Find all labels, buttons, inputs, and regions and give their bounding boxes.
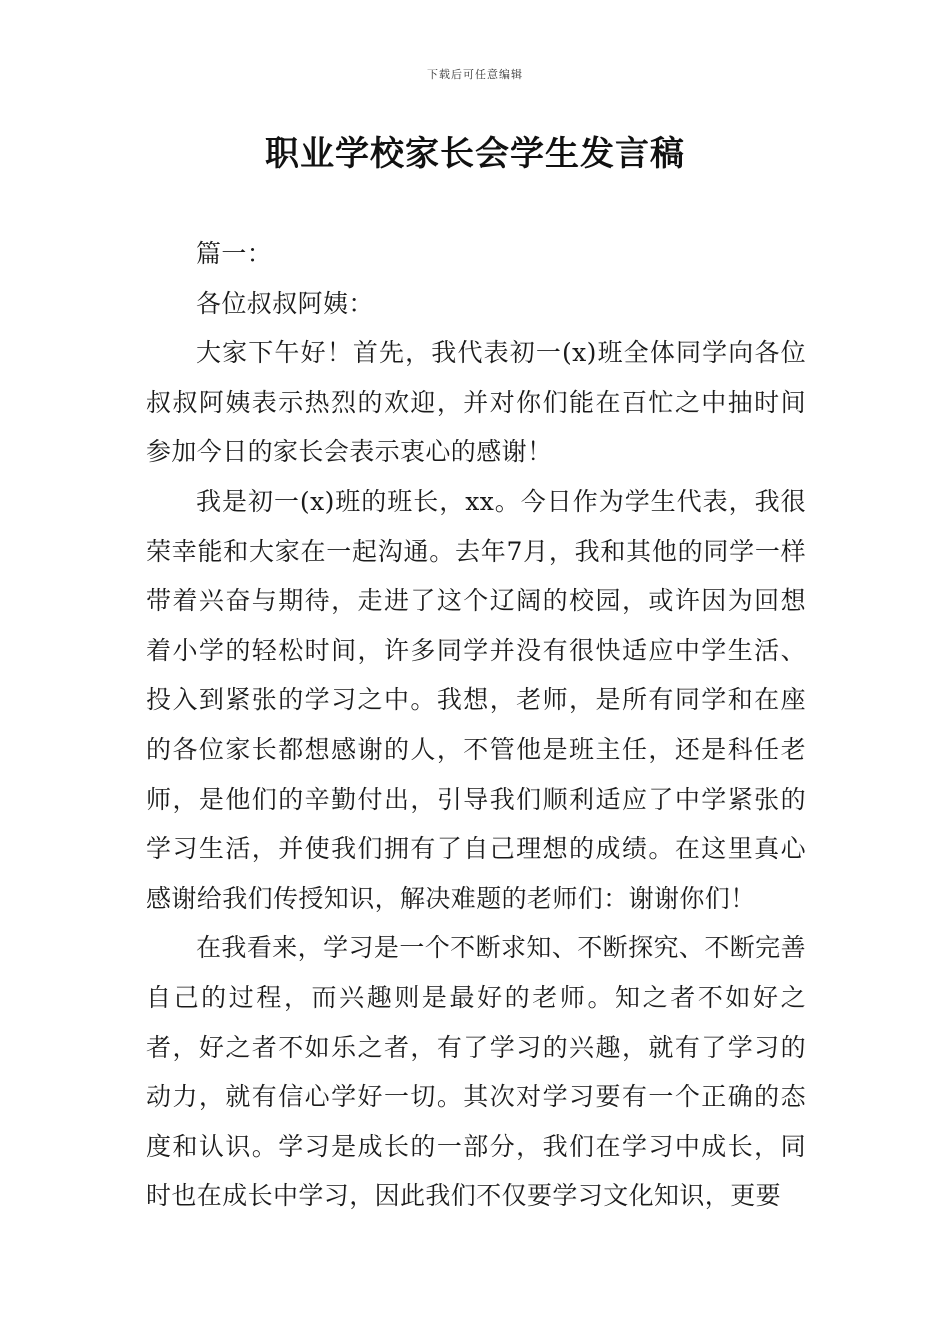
section-label: 篇一：: [196, 239, 273, 268]
header-note: 下载后可任意编辑: [427, 68, 523, 81]
document-title: 职业学校家长会学生发言稿: [265, 134, 685, 174]
paragraph: 大家下午好！首先，我代表初一(x)班全体同学向各位叔叔阿姨表示热烈的欢迎，并对你们能在百忙之中抽时间参加今日的家长会表示衷心的感谢！: [146, 338, 806, 467]
paragraph: 我是初一(x)班的班长，xx。今日作为学生代表，我很荣幸能和大家在一起沟通。去年7月，我和其他的同学一样带着兴奋与期待，走进了这个辽阔的校园，或许因为回想着小学的轻松时间，许多同学并没有很快适应中学生活、投入到紧张的学习之中。我想，老师，是所有同学和在座的各位家长都想感谢的人，不管他是班主任，还是科任老师，是他们的辛勤付出，引导我们顺利适应了中学紧张的学习生活，并使我们拥有了自己理想的成绩。在这里真心感谢给我们传授知识，解决难题的老师们：谢谢你们！: [146, 486, 806, 913]
paragraph: 在我看来，学习是一个不断求知、不断探究、不断完善自己的过程，而兴趣则是最好的老师。知之者不如好之者，好之者不如乐之者，有了学习的兴趣，就有了学习的动力，就有信心学好一切。其次对学习要有一个正确的态度和认识。学习是成长的一部分，我们在学习中成长，同时也在成长中学习，因此我们不仅要学习文化知识，更要: [146, 933, 806, 1211]
salutation: 各位叔叔阿姨：: [196, 288, 374, 318]
document-body: [146, 229, 806, 1221]
